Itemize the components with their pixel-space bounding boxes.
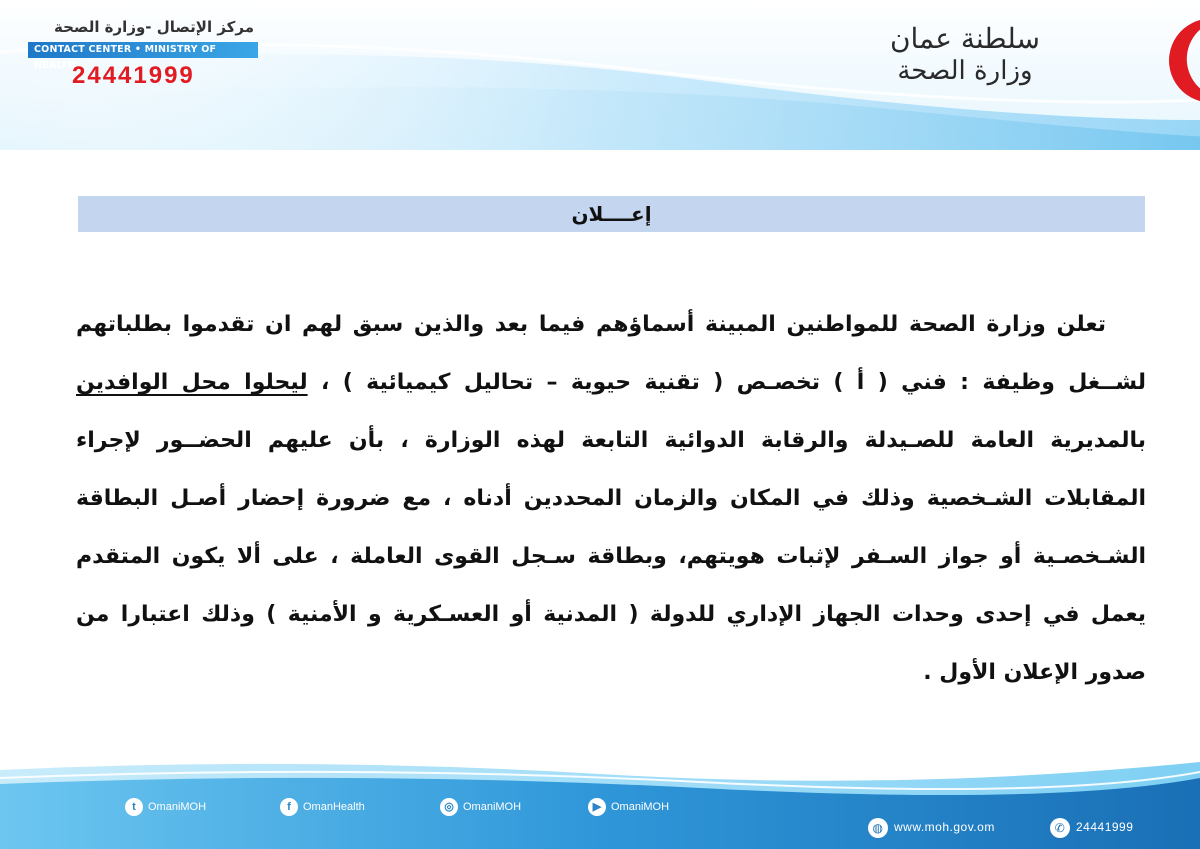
globe-icon: ◍	[868, 818, 888, 838]
contact-center-phone: 24441999	[72, 62, 195, 89]
contact-center-arabic: مركز الإتصال -وزارة الصحة	[54, 18, 254, 36]
social-facebook-label: OmanHealth	[303, 801, 365, 813]
website-label: www.moh.gov.om	[894, 820, 995, 834]
social-instagram-label: OmaniMOH	[463, 801, 522, 813]
phone-icon: ✆	[1050, 818, 1070, 838]
contact-center-english: CONTACT CENTER • MINISTRY OF HEALTH	[28, 42, 258, 58]
social-instagram-link[interactable]	[440, 796, 521, 818]
social-youtube-label: OmaniMOH	[611, 801, 670, 813]
body-underlined-text: ليحلوا محل الوافدين	[76, 370, 308, 395]
header-band	[0, 0, 1200, 150]
social-twitter-link[interactable]	[125, 796, 206, 818]
youtube-icon: ▶	[588, 798, 606, 816]
instagram-icon: ◎	[440, 798, 458, 816]
body-text-part-2: بالمديرية العامة للصـيدلة والرقابة الدوائية التابعة لهذه الوزارة ، بأن عليهم الحضــور لإجراء المقابلات الشـخصية وذلك في المكان والزمان المحددين أدناه ، مع ضرورة إحضار أصـل البطاقة الشـخصـية أو جواز السـفر لإثبات هويتهم، وبطاقة سـجل القوى العاملة ، على ألا يكون المتقدم يعمل في إحدى وحدات الجهاز الإداري للدولة ( المدنية أو العسـكرية و الأمنية ) وذلك اعتبارا من صدور الإعلان الأول .	[76, 428, 1146, 685]
social-youtube-link[interactable]	[588, 796, 669, 818]
body-text-part-1: تعلن وزارة الصحة للمواطنين المبينة أسماؤهم فيما بعد والذين سبق لهم ان تقدموا بطلباتهم لشــغل وظيفة : فني ( أ ) تخصـص ( تقنية حيوية – تحاليل كيميائية ) ،	[76, 312, 1146, 395]
website-link[interactable]	[868, 816, 995, 838]
footer-phone-label: 24441999	[1076, 820, 1134, 834]
logo-line-sultanate: سلطنة عمان	[889, 22, 1040, 55]
ministry-logo-text	[890, 22, 1040, 86]
contact-center-block	[28, 18, 258, 90]
social-twitter-label: OmaniMOH	[148, 801, 207, 813]
facebook-icon: f	[280, 798, 298, 816]
footer-phone[interactable]	[1050, 816, 1133, 838]
social-facebook-link[interactable]	[280, 796, 365, 818]
logo-line-ministry: وزارة الصحة	[897, 56, 1033, 86]
twitter-icon: t	[125, 798, 143, 816]
announcement-title: إعــــلان	[78, 196, 1145, 232]
announcement-body	[76, 296, 1146, 702]
